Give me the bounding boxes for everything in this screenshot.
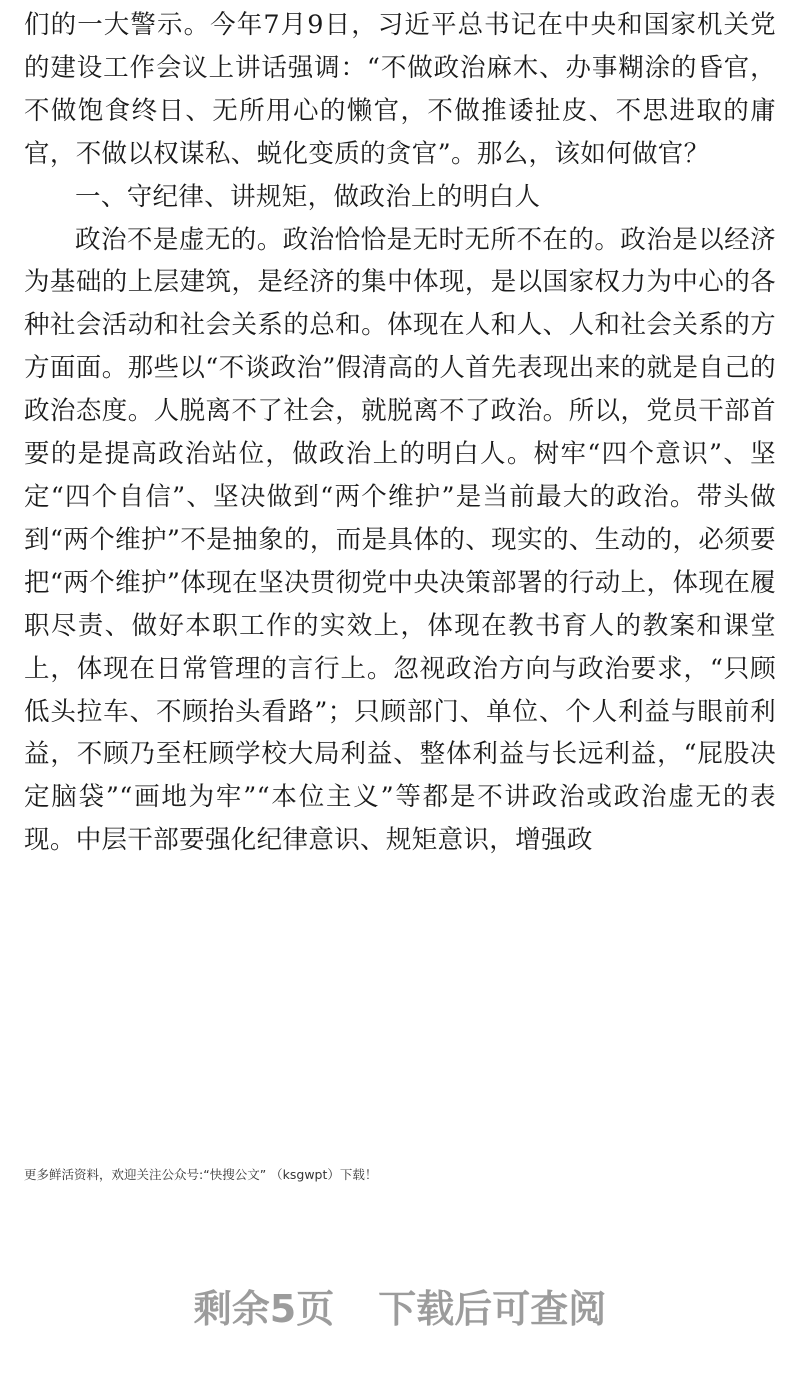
document-body [24,4,776,862]
remaining-pages-banner[interactable] [0,1278,800,1333]
download-to-view-label: 下载后可查阅 [378,1287,607,1331]
remaining-pages-count: 剩余5页 [193,1287,335,1331]
footer-promo-note: 更多鲜活资料，欢迎关注公众号:“快搜公文” （ksgwpt）下载！ [24,1167,378,1182]
paragraph: 政治不是虚无的。政治恰恰是无时无所不在的。政治是以经济为基础的上层建筑，是经济的集中体现，是以国家权力为中心的各种社会活动和社会关系的总和。体现在人和人、人和社会关系的方方面面。那些以“不谈政治”假清高的人首先表现出来的就是自己的政治态度。人脱离不了社会，就脱离不了政治。所以，党员干部首要的是提高政治站位，做政治上的明白人。树牢“四个意识”、坚定“四个自信”、坚决做到“两个维护”是当前最大的政治。带头做到“两个维护”不是抽象的，而是具体的、现实的、生动的，必须要把“两个维护”体现在坚决贯彻党中央决策部署的行动上，体现在履职尽责、做好本职工作的实效上，体现在教书育人的教案和课堂上，体现在日常管理的言行上。忽视政治方向与政治要求，“只顾低头拉车、不顾抬头看路”；只顾部门、单位、个人利益与眼前利益，不顾乃至枉顾学校大局利益、整体利益与长远利益，“屁股决定脑袋”“画地为牢”“本位主义”等都是不讲政治或政治虚无的表现。中层干部要强化纪律意识、规矩意识，增强政 [24,224,776,856]
paragraph: 们的一大警示。今年7月9日，习近平总书记在中央和国家机关党的建设工作会议上讲话强调：“不做政治麻木、办事糊涂的昏官，不做饱食终日、无所用心的懒官，不做推诿扯皮、不思进取的庸官，不做以权谋私、蜕化变质的贪官”。那么，该如何做官？ [24,10,776,169]
section-heading: 一、守纪律、讲规矩，做政治上的明白人 [75,181,541,212]
